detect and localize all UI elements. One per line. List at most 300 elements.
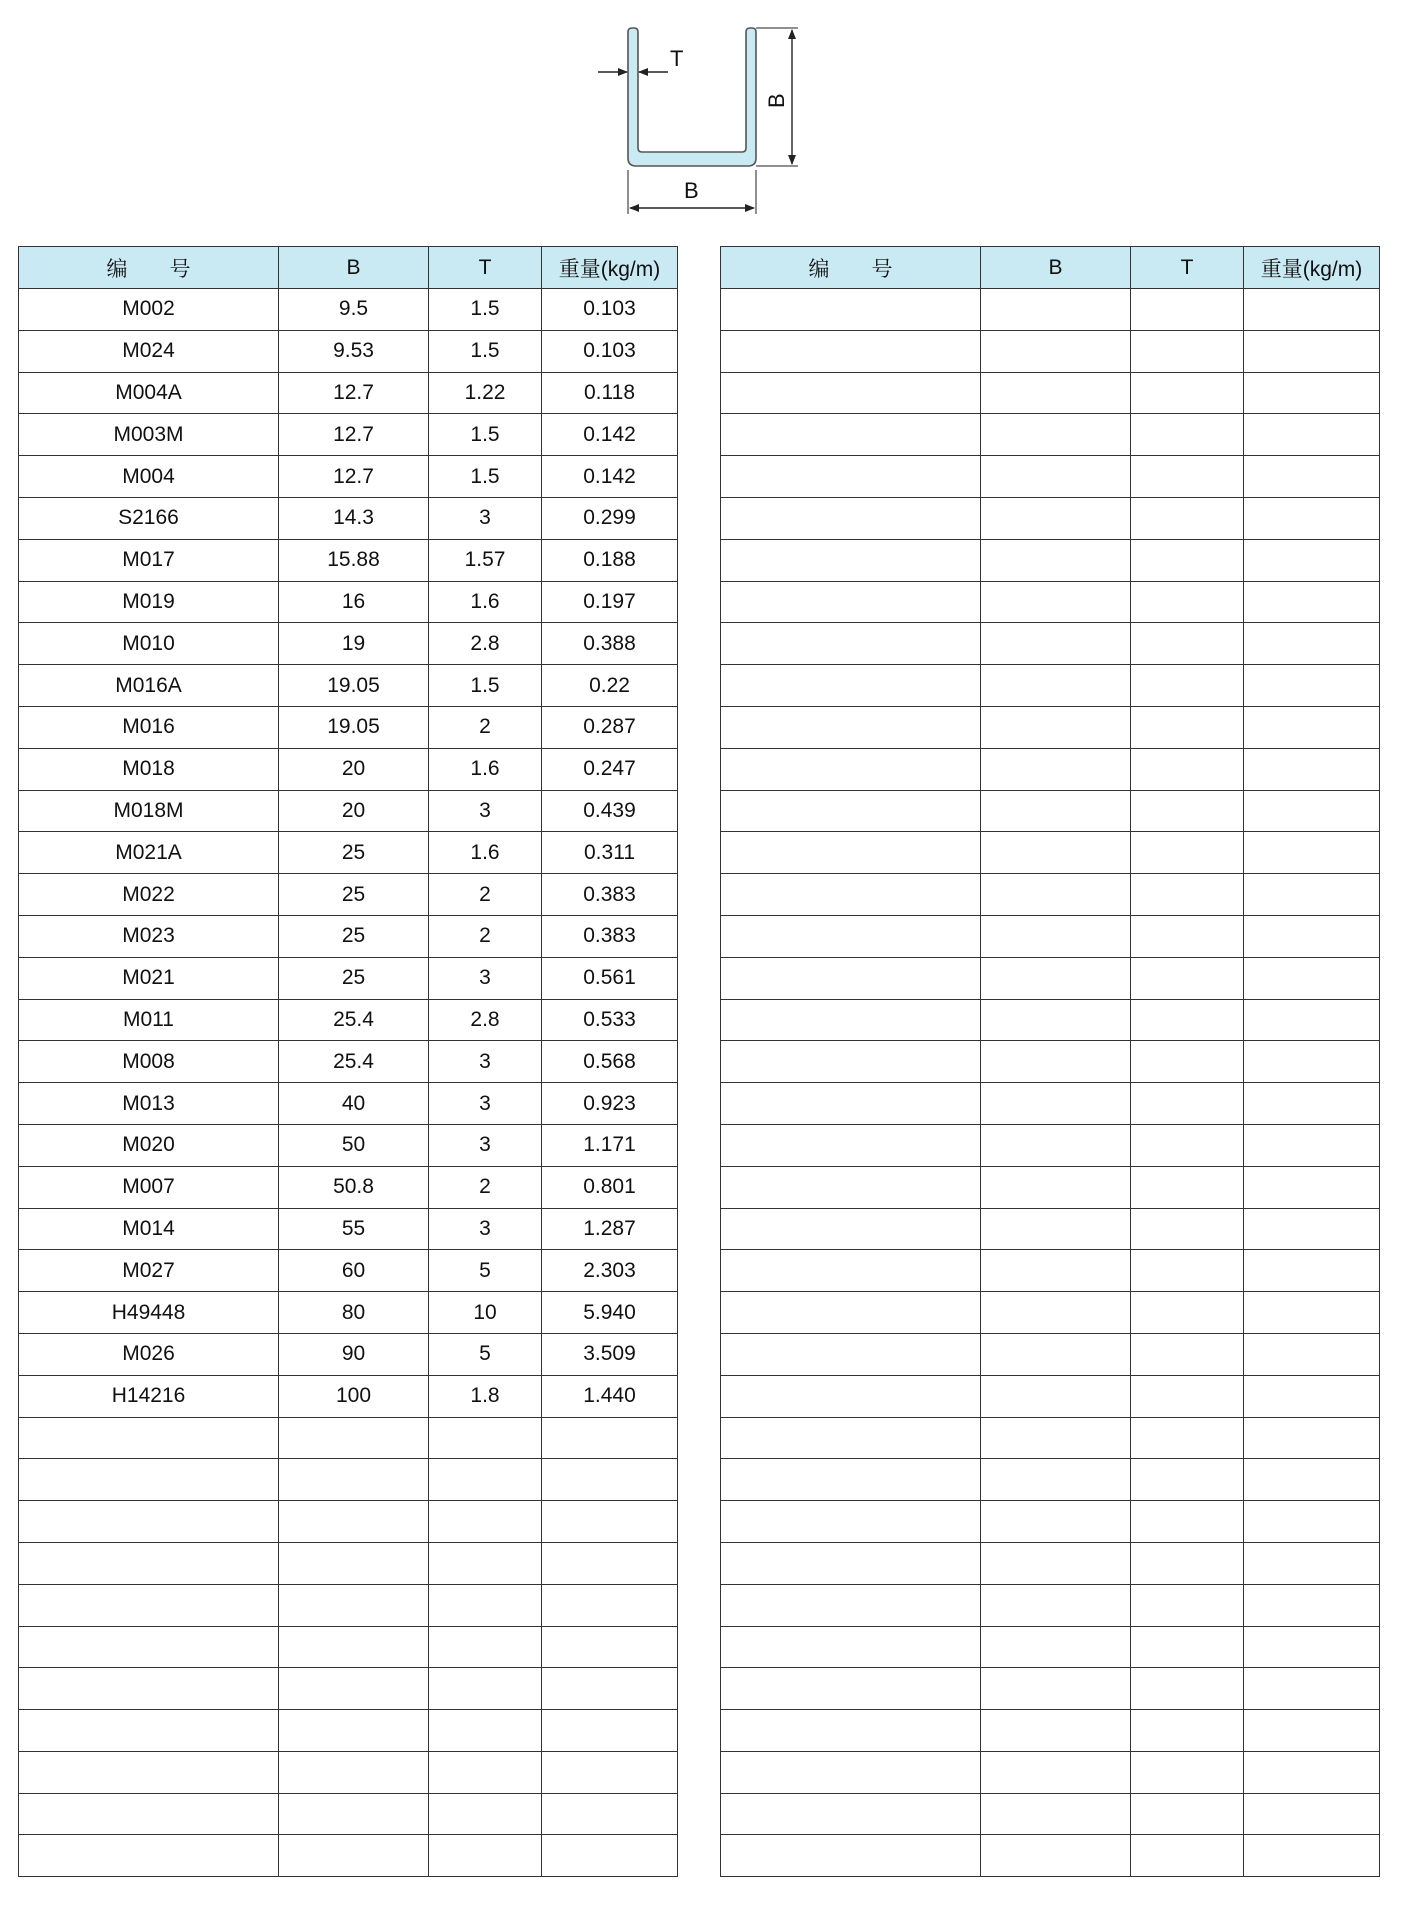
cell-weight: 0.247 (542, 748, 678, 790)
table-row (19, 1835, 678, 1877)
cell-weight (1244, 1459, 1380, 1501)
cell-code (721, 581, 981, 623)
table-row (19, 623, 678, 665)
cell-code: M011 (19, 999, 279, 1041)
cell-t (429, 1710, 542, 1752)
cell-b (981, 748, 1131, 790)
cell-t (429, 1459, 542, 1501)
cell-weight (1244, 414, 1380, 456)
cell-code (721, 748, 981, 790)
table-row (19, 497, 678, 539)
cell-t: 1.6 (429, 832, 542, 874)
cell-weight: 0.923 (542, 1083, 678, 1125)
cell-b: 9.5 (279, 289, 429, 331)
cell-t (1131, 915, 1244, 957)
cell-b: 19.05 (279, 706, 429, 748)
cell-code (19, 1584, 279, 1626)
cell-weight (1244, 915, 1380, 957)
table-row (19, 1501, 678, 1543)
cell-weight (1244, 999, 1380, 1041)
cell-code (721, 456, 981, 498)
cell-weight (1244, 1333, 1380, 1375)
cell-code: M018 (19, 748, 279, 790)
table-row (721, 1751, 1380, 1793)
cell-weight: 0.118 (542, 372, 678, 414)
cell-b (279, 1793, 429, 1835)
cell-weight (1244, 1751, 1380, 1793)
cell-b: 12.7 (279, 414, 429, 456)
table-row (721, 1124, 1380, 1166)
cell-weight: 0.287 (542, 706, 678, 748)
cell-code: M022 (19, 874, 279, 916)
cell-t (1131, 1793, 1244, 1835)
cell-code: M004 (19, 456, 279, 498)
cell-weight (1244, 706, 1380, 748)
table-row (19, 1710, 678, 1752)
cell-b (981, 1208, 1131, 1250)
cell-code (721, 1542, 981, 1584)
cell-b (981, 1793, 1131, 1835)
cell-code (721, 1250, 981, 1292)
table-row (19, 456, 678, 498)
cell-t: 3 (429, 1041, 542, 1083)
cell-code (721, 1668, 981, 1710)
table-row (721, 581, 1380, 623)
table-header-row (721, 247, 1380, 289)
cell-weight (1244, 1668, 1380, 1710)
cell-t: 3 (429, 957, 542, 999)
cell-t (1131, 1208, 1244, 1250)
cell-weight (1244, 790, 1380, 832)
table-row (19, 665, 678, 707)
cell-b: 15.88 (279, 539, 429, 581)
cell-t (1131, 832, 1244, 874)
cell-t: 5 (429, 1333, 542, 1375)
table-row (19, 1166, 678, 1208)
cell-weight: 0.299 (542, 497, 678, 539)
cell-b: 40 (279, 1083, 429, 1125)
cell-code: M014 (19, 1208, 279, 1250)
cell-t: 1.6 (429, 581, 542, 623)
cell-t (1131, 414, 1244, 456)
cell-weight: 0.103 (542, 330, 678, 372)
cell-b: 25 (279, 832, 429, 874)
table-row (19, 874, 678, 916)
table-row (721, 414, 1380, 456)
cell-b (981, 1250, 1131, 1292)
cell-t: 3 (429, 1083, 542, 1125)
cell-weight (542, 1751, 678, 1793)
cell-code (721, 1083, 981, 1125)
cell-weight (1244, 456, 1380, 498)
cell-weight (542, 1626, 678, 1668)
cell-weight: 1.440 (542, 1375, 678, 1417)
cell-b (981, 1083, 1131, 1125)
cell-weight: 0.383 (542, 874, 678, 916)
cell-t: 2 (429, 1166, 542, 1208)
cell-weight (1244, 665, 1380, 707)
cell-code: M013 (19, 1083, 279, 1125)
cell-code: M023 (19, 915, 279, 957)
table-header-row (19, 247, 678, 289)
cell-b: 100 (279, 1375, 429, 1417)
table-row (721, 1710, 1380, 1752)
cell-weight (1244, 1417, 1380, 1459)
cell-weight: 0.388 (542, 623, 678, 665)
cell-b: 25 (279, 957, 429, 999)
cell-weight: 0.561 (542, 957, 678, 999)
table-row (19, 1083, 678, 1125)
cell-code (19, 1793, 279, 1835)
cell-b (981, 1626, 1131, 1668)
cell-b: 9.53 (279, 330, 429, 372)
cell-code (19, 1835, 279, 1877)
cell-t: 1.22 (429, 372, 542, 414)
table-row (721, 1459, 1380, 1501)
table-row (19, 706, 678, 748)
table-row (19, 1626, 678, 1668)
table-row (19, 1041, 678, 1083)
cell-t (1131, 874, 1244, 916)
cell-code (721, 1626, 981, 1668)
cell-t (1131, 539, 1244, 581)
cell-weight (1244, 1835, 1380, 1877)
cell-t (1131, 1668, 1244, 1710)
cell-b (981, 790, 1131, 832)
table-row (721, 1292, 1380, 1334)
cell-code: M002 (19, 289, 279, 331)
table-row (721, 915, 1380, 957)
cell-b (981, 1124, 1131, 1166)
cell-b (981, 289, 1131, 331)
cell-code: M017 (19, 539, 279, 581)
table-row (19, 1375, 678, 1417)
cell-b (981, 1710, 1131, 1752)
cell-b: 25 (279, 915, 429, 957)
cell-code (19, 1751, 279, 1793)
cell-b (279, 1417, 429, 1459)
cell-b (279, 1751, 429, 1793)
cell-b (981, 1041, 1131, 1083)
cell-t (1131, 790, 1244, 832)
cell-weight: 3.509 (542, 1333, 678, 1375)
cell-b (981, 1835, 1131, 1877)
cell-weight: 0.142 (542, 414, 678, 456)
cell-t (429, 1626, 542, 1668)
cell-b (981, 1668, 1131, 1710)
cell-t (429, 1668, 542, 1710)
cell-weight: 2.303 (542, 1250, 678, 1292)
cell-b (981, 1584, 1131, 1626)
table-row (19, 1584, 678, 1626)
table-row (19, 1793, 678, 1835)
cell-weight (542, 1542, 678, 1584)
cell-weight (1244, 1542, 1380, 1584)
cell-t (1131, 1626, 1244, 1668)
cell-b: 14.3 (279, 497, 429, 539)
cell-weight: 0.533 (542, 999, 678, 1041)
table-row (721, 1375, 1380, 1417)
table-row (721, 623, 1380, 665)
cell-code (721, 289, 981, 331)
cell-weight: 0.22 (542, 665, 678, 707)
cell-code: M024 (19, 330, 279, 372)
cell-t (429, 1584, 542, 1626)
table-row (19, 330, 678, 372)
cell-weight (542, 1668, 678, 1710)
cell-code: M003M (19, 414, 279, 456)
table-row (19, 1333, 678, 1375)
cell-b (981, 1459, 1131, 1501)
cell-weight (542, 1793, 678, 1835)
header-code: 编 号 (19, 247, 279, 289)
cell-b: 19.05 (279, 665, 429, 707)
cell-b: 60 (279, 1250, 429, 1292)
cell-b (981, 1375, 1131, 1417)
cell-code: M027 (19, 1250, 279, 1292)
cell-weight: 1.171 (542, 1124, 678, 1166)
cell-weight (1244, 1208, 1380, 1250)
table-row (19, 748, 678, 790)
table-row (19, 539, 678, 581)
cell-code (19, 1459, 279, 1501)
cell-code (721, 1041, 981, 1083)
cell-t: 1.5 (429, 456, 542, 498)
table-row (721, 665, 1380, 707)
table-row (721, 1417, 1380, 1459)
cell-code (721, 1835, 981, 1877)
cell-code (721, 1459, 981, 1501)
b-horizontal-label: B (684, 178, 699, 203)
cell-weight: 5.940 (542, 1292, 678, 1334)
table-row (19, 790, 678, 832)
table-row (721, 999, 1380, 1041)
table-row (721, 1041, 1380, 1083)
cell-code (721, 1584, 981, 1626)
cell-weight (1244, 957, 1380, 999)
table-row (721, 748, 1380, 790)
cell-t (1131, 1751, 1244, 1793)
cell-code (721, 1333, 981, 1375)
table-row (721, 330, 1380, 372)
table-row (19, 1292, 678, 1334)
cell-t: 2 (429, 706, 542, 748)
table-row (19, 414, 678, 456)
table-row (721, 1208, 1380, 1250)
cell-weight (1244, 1626, 1380, 1668)
cell-t: 1.5 (429, 289, 542, 331)
cell-b (981, 957, 1131, 999)
cell-t (429, 1751, 542, 1793)
cell-t: 3 (429, 1124, 542, 1166)
table-row (721, 1584, 1380, 1626)
table-row (19, 1542, 678, 1584)
cell-code (721, 915, 981, 957)
cell-code (721, 999, 981, 1041)
table-row (19, 1208, 678, 1250)
header-b: B (981, 247, 1131, 289)
cell-b (981, 456, 1131, 498)
cell-code: H49448 (19, 1292, 279, 1334)
cell-weight (542, 1501, 678, 1543)
cell-t (1131, 1250, 1244, 1292)
cell-t: 10 (429, 1292, 542, 1334)
cell-weight (1244, 497, 1380, 539)
cell-code (721, 874, 981, 916)
t-dimension-label: T (670, 46, 684, 71)
cell-b (279, 1459, 429, 1501)
cell-b: 16 (279, 581, 429, 623)
header-weight: 重量(kg/m) (1244, 247, 1380, 289)
cell-t (1131, 1292, 1244, 1334)
table-row (721, 790, 1380, 832)
cell-b: 19 (279, 623, 429, 665)
table-row (721, 289, 1380, 331)
cell-t (1131, 497, 1244, 539)
table-row (721, 1835, 1380, 1877)
table-row (721, 1626, 1380, 1668)
table-row (721, 372, 1380, 414)
cell-weight (542, 1417, 678, 1459)
cell-code: M026 (19, 1333, 279, 1375)
cell-weight (542, 1835, 678, 1877)
cell-code (19, 1501, 279, 1543)
table-row (19, 1124, 678, 1166)
cell-weight (542, 1459, 678, 1501)
cell-t (1131, 456, 1244, 498)
cell-weight (1244, 330, 1380, 372)
cell-code (721, 372, 981, 414)
cell-b: 50.8 (279, 1166, 429, 1208)
cell-t: 2.8 (429, 623, 542, 665)
cell-b (279, 1835, 429, 1877)
cell-weight (1244, 1166, 1380, 1208)
cell-t (1131, 1542, 1244, 1584)
cell-weight: 0.103 (542, 289, 678, 331)
cell-code (19, 1417, 279, 1459)
table-row (721, 1668, 1380, 1710)
cell-b (981, 1751, 1131, 1793)
cell-weight (1244, 1083, 1380, 1125)
table-row (19, 1250, 678, 1292)
table-row (721, 832, 1380, 874)
cell-t (1131, 1124, 1244, 1166)
cell-code (721, 665, 981, 707)
cell-t: 5 (429, 1250, 542, 1292)
cell-code (721, 1793, 981, 1835)
cell-weight: 0.142 (542, 456, 678, 498)
cell-weight (1244, 1250, 1380, 1292)
cell-code (721, 1710, 981, 1752)
cell-t: 2 (429, 874, 542, 916)
cell-t: 1.5 (429, 665, 542, 707)
table-row (721, 456, 1380, 498)
cell-code: M021A (19, 832, 279, 874)
cell-weight (1244, 1375, 1380, 1417)
cell-b (279, 1626, 429, 1668)
table-row (721, 1166, 1380, 1208)
cell-code: M019 (19, 581, 279, 623)
cell-weight (1244, 874, 1380, 916)
table-row (721, 1250, 1380, 1292)
cell-code: M018M (19, 790, 279, 832)
cell-code: M016A (19, 665, 279, 707)
cell-t (429, 1542, 542, 1584)
header-b: B (279, 247, 429, 289)
cell-weight: 0.439 (542, 790, 678, 832)
cell-code (721, 1166, 981, 1208)
cell-weight (1244, 1710, 1380, 1752)
cell-t (1131, 1166, 1244, 1208)
cell-b (981, 706, 1131, 748)
cell-code (721, 1124, 981, 1166)
cell-weight: 0.311 (542, 832, 678, 874)
cell-b (981, 1417, 1131, 1459)
cell-code (721, 497, 981, 539)
cell-code (721, 1208, 981, 1250)
table-row (721, 1083, 1380, 1125)
table-row (19, 832, 678, 874)
cell-b (981, 1166, 1131, 1208)
cell-code: M007 (19, 1166, 279, 1208)
cell-b: 25.4 (279, 999, 429, 1041)
table-row (19, 372, 678, 414)
cell-code (721, 1375, 981, 1417)
cell-b: 25 (279, 874, 429, 916)
cell-t: 1.8 (429, 1375, 542, 1417)
cell-code (19, 1710, 279, 1752)
cell-weight (1244, 832, 1380, 874)
table-row (19, 957, 678, 999)
cell-code (19, 1542, 279, 1584)
cell-b (981, 497, 1131, 539)
cell-code (721, 1501, 981, 1543)
cell-t (1131, 1417, 1244, 1459)
header-t: T (429, 247, 542, 289)
cell-t (1131, 1083, 1244, 1125)
cell-t: 3 (429, 790, 542, 832)
cell-b (279, 1668, 429, 1710)
cell-t (1131, 330, 1244, 372)
header-code: 编 号 (721, 247, 981, 289)
cell-code (721, 414, 981, 456)
cell-weight (1244, 539, 1380, 581)
cell-b (981, 832, 1131, 874)
cell-t (1131, 1584, 1244, 1626)
table-row (721, 539, 1380, 581)
cell-t (1131, 289, 1244, 331)
cell-t (429, 1793, 542, 1835)
cell-b: 20 (279, 790, 429, 832)
cell-weight: 0.383 (542, 915, 678, 957)
cell-code (721, 1417, 981, 1459)
cell-t (1131, 581, 1244, 623)
table-row (721, 1793, 1380, 1835)
cell-t (1131, 1501, 1244, 1543)
cell-weight (1244, 289, 1380, 331)
cell-t: 3 (429, 497, 542, 539)
cell-b (981, 330, 1131, 372)
cell-t (1131, 748, 1244, 790)
cell-code (19, 1668, 279, 1710)
cell-code: M004A (19, 372, 279, 414)
u-profile-shape (628, 28, 756, 166)
cell-t: 2.8 (429, 999, 542, 1041)
table-row (721, 957, 1380, 999)
cell-weight: 0.801 (542, 1166, 678, 1208)
cell-b: 12.7 (279, 372, 429, 414)
cell-b (981, 414, 1131, 456)
